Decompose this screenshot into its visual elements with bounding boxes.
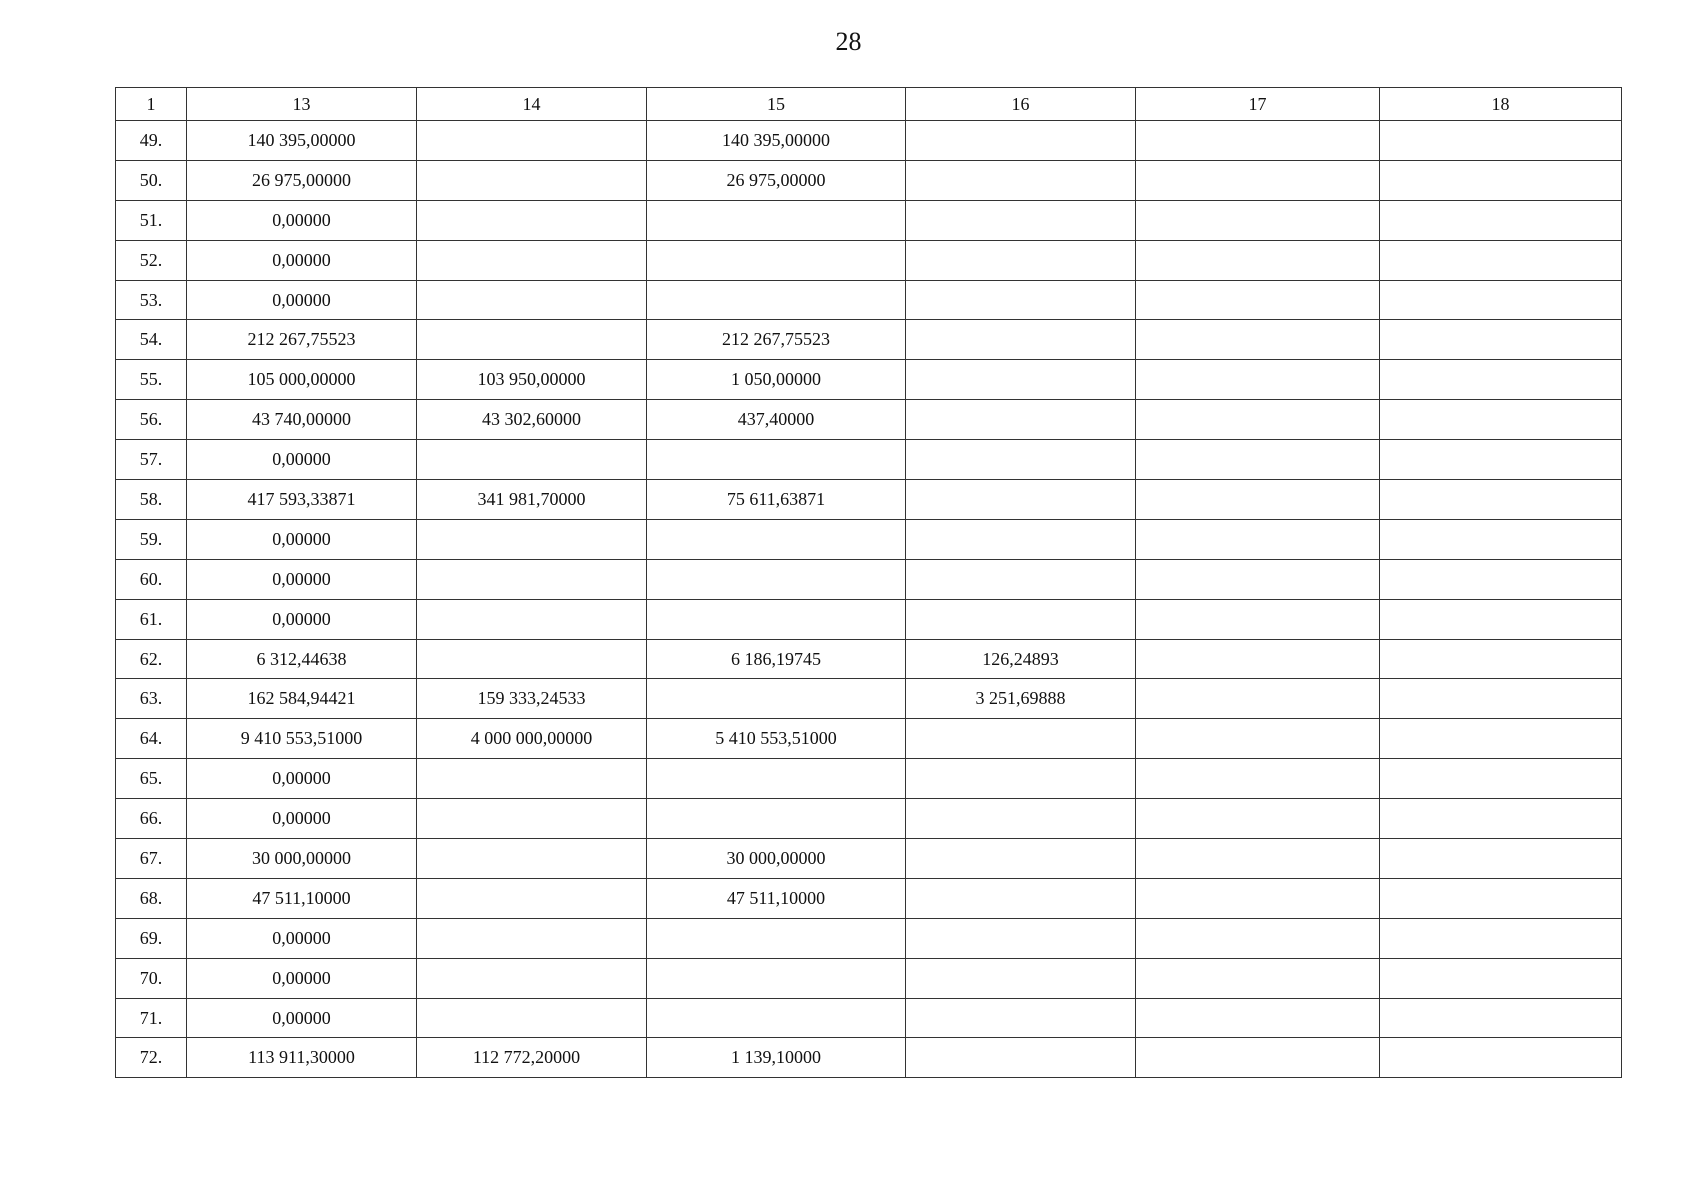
table-cell: [647, 599, 906, 639]
table-cell: [1136, 918, 1380, 958]
row-number-cell: 71.: [116, 998, 187, 1038]
column-header: 17: [1136, 88, 1380, 121]
table-cell: [1136, 280, 1380, 320]
table-row: [116, 280, 1622, 320]
table-cell: 0,00000: [187, 958, 417, 998]
table-row: [116, 759, 1622, 799]
table-cell: [1380, 121, 1622, 161]
table-cell: [1136, 719, 1380, 759]
table-cell: 43 302,60000: [417, 400, 647, 440]
table-cell: 26 975,00000: [187, 160, 417, 200]
table-cell: [647, 559, 906, 599]
table-cell: [647, 440, 906, 480]
row-number-cell: 52.: [116, 240, 187, 280]
table-cell: 75 611,63871: [647, 480, 906, 520]
table-cell: [1380, 200, 1622, 240]
table-cell: [906, 559, 1136, 599]
table-cell: [1136, 480, 1380, 520]
header-row: [116, 88, 1622, 121]
table-cell: [1136, 958, 1380, 998]
table-cell: [1380, 918, 1622, 958]
table-cell: [1380, 639, 1622, 679]
table-cell: [1380, 480, 1622, 520]
table-cell: 212 267,75523: [647, 320, 906, 360]
table-cell: 417 593,33871: [187, 480, 417, 520]
table-cell: 0,00000: [187, 998, 417, 1038]
table-cell: [906, 440, 1136, 480]
table-cell: [647, 799, 906, 839]
table-cell: [906, 998, 1136, 1038]
table-cell: [1136, 320, 1380, 360]
table-cell: [417, 200, 647, 240]
table-cell: [1136, 240, 1380, 280]
table-row: [116, 160, 1622, 200]
table-cell: [1136, 360, 1380, 400]
table-row: [116, 799, 1622, 839]
table-cell: [1136, 559, 1380, 599]
table-cell: [1380, 759, 1622, 799]
table-cell: [1380, 799, 1622, 839]
table-cell: [1380, 599, 1622, 639]
table-cell: 47 511,10000: [187, 878, 417, 918]
row-number-cell: 70.: [116, 958, 187, 998]
table-cell: 0,00000: [187, 759, 417, 799]
table-cell: 0,00000: [187, 799, 417, 839]
table-cell: [647, 679, 906, 719]
table-row: [116, 679, 1622, 719]
table-cell: [906, 799, 1136, 839]
table-cell: 47 511,10000: [647, 878, 906, 918]
table-cell: [906, 280, 1136, 320]
table-cell: [1380, 998, 1622, 1038]
table-row: [116, 121, 1622, 161]
table-row: [116, 958, 1622, 998]
row-number-cell: 63.: [116, 679, 187, 719]
table-cell: [1380, 1038, 1622, 1078]
column-header: 14: [417, 88, 647, 121]
table-cell: 159 333,24533: [417, 679, 647, 719]
row-number-cell: 56.: [116, 400, 187, 440]
table-row: [116, 1038, 1622, 1078]
table-cell: 0,00000: [187, 559, 417, 599]
table-row: [116, 719, 1622, 759]
table-cell: [906, 360, 1136, 400]
table-cell: [417, 998, 647, 1038]
table-cell: 140 395,00000: [647, 121, 906, 161]
table-cell: [1380, 958, 1622, 998]
table-cell: 0,00000: [187, 519, 417, 559]
table-cell: [1380, 839, 1622, 879]
row-number-cell: 64.: [116, 719, 187, 759]
table-cell: [906, 878, 1136, 918]
table-row: [116, 360, 1622, 400]
table-cell: [647, 280, 906, 320]
column-header: 18: [1380, 88, 1622, 121]
table-cell: [417, 519, 647, 559]
table-cell: [1136, 200, 1380, 240]
row-number-cell: 69.: [116, 918, 187, 958]
table-row: [116, 320, 1622, 360]
table-cell: [647, 240, 906, 280]
table-cell: 26 975,00000: [647, 160, 906, 200]
row-number-cell: 65.: [116, 759, 187, 799]
table-cell: [906, 918, 1136, 958]
table-cell: [417, 878, 647, 918]
table-cell: 0,00000: [187, 599, 417, 639]
table-cell: 43 740,00000: [187, 400, 417, 440]
table-cell: [417, 839, 647, 879]
table-cell: 3 251,69888: [906, 679, 1136, 719]
table-row: [116, 200, 1622, 240]
row-number-cell: 53.: [116, 280, 187, 320]
table-cell: 113 911,30000: [187, 1038, 417, 1078]
row-number-cell: 55.: [116, 360, 187, 400]
table-cell: 212 267,75523: [187, 320, 417, 360]
table-cell: [1136, 440, 1380, 480]
table-cell: 9 410 553,51000: [187, 719, 417, 759]
table-cell: [906, 1038, 1136, 1078]
table-cell: [1380, 719, 1622, 759]
table-cell: 140 395,00000: [187, 121, 417, 161]
table-cell: [1136, 599, 1380, 639]
column-header: 15: [647, 88, 906, 121]
table-cell: [417, 799, 647, 839]
table-cell: [1380, 240, 1622, 280]
column-header: 13: [187, 88, 417, 121]
table-cell: 162 584,94421: [187, 679, 417, 719]
table-cell: [647, 200, 906, 240]
row-number-cell: 61.: [116, 599, 187, 639]
table-cell: [906, 958, 1136, 998]
table-cell: [906, 121, 1136, 161]
table-cell: [1380, 679, 1622, 719]
table-cell: [1136, 839, 1380, 879]
table-row: [116, 639, 1622, 679]
table-cell: [417, 280, 647, 320]
row-number-cell: 62.: [116, 639, 187, 679]
table-cell: [647, 918, 906, 958]
table-cell: [1136, 679, 1380, 719]
table-row: [116, 480, 1622, 520]
table-cell: [1136, 1038, 1380, 1078]
table-cell: [1380, 320, 1622, 360]
table-row: [116, 559, 1622, 599]
table-cell: [1380, 519, 1622, 559]
table-cell: [906, 839, 1136, 879]
table-row: [116, 599, 1622, 639]
table-cell: [1380, 360, 1622, 400]
data-table: [115, 87, 1622, 1078]
table-cell: [1136, 639, 1380, 679]
table-cell: 4 000 000,00000: [417, 719, 647, 759]
table-cell: 5 410 553,51000: [647, 719, 906, 759]
page-number: 28: [835, 27, 862, 56]
table-cell: 0,00000: [187, 200, 417, 240]
table-cell: 0,00000: [187, 918, 417, 958]
table-cell: 0,00000: [187, 280, 417, 320]
table-cell: [417, 958, 647, 998]
table-cell: [906, 400, 1136, 440]
table-cell: [417, 599, 647, 639]
table-cell: 112 772,20000: [417, 1038, 647, 1078]
table-cell: 1 050,00000: [647, 360, 906, 400]
table-cell: [417, 559, 647, 599]
table-cell: 437,40000: [647, 400, 906, 440]
table-cell: [906, 599, 1136, 639]
table-cell: [1136, 400, 1380, 440]
table-cell: [1380, 878, 1622, 918]
table-cell: [1136, 121, 1380, 161]
table-cell: [647, 759, 906, 799]
table-row: [116, 440, 1622, 480]
table-cell: 30 000,00000: [647, 839, 906, 879]
table-cell: [906, 200, 1136, 240]
table-cell: [1380, 280, 1622, 320]
table-header: [116, 88, 1622, 121]
row-number-cell: 59.: [116, 519, 187, 559]
table-cell: [1136, 160, 1380, 200]
table-cell: 6 312,44638: [187, 639, 417, 679]
table-cell: [1136, 519, 1380, 559]
row-number-cell: 54.: [116, 320, 187, 360]
table-cell: [417, 918, 647, 958]
table-cell: 0,00000: [187, 240, 417, 280]
table-row: [116, 519, 1622, 559]
table-body: [116, 121, 1622, 1078]
table-cell: [906, 759, 1136, 799]
table-cell: 341 981,70000: [417, 480, 647, 520]
row-number-cell: 50.: [116, 160, 187, 200]
table-cell: [906, 240, 1136, 280]
table-cell: 105 000,00000: [187, 360, 417, 400]
table-cell: [1136, 799, 1380, 839]
table-row: [116, 400, 1622, 440]
column-header: 1: [116, 88, 187, 121]
table-row: [116, 240, 1622, 280]
table-row: [116, 918, 1622, 958]
table-row: [116, 878, 1622, 918]
table-cell: [647, 958, 906, 998]
table-cell: 6 186,19745: [647, 639, 906, 679]
table-row: [116, 998, 1622, 1038]
table-cell: [417, 639, 647, 679]
table-cell: [906, 320, 1136, 360]
table-cell: [417, 121, 647, 161]
table-cell: [647, 519, 906, 559]
row-number-cell: 67.: [116, 839, 187, 879]
table-cell: [417, 440, 647, 480]
table-cell: 126,24893: [906, 639, 1136, 679]
table-cell: [906, 480, 1136, 520]
table-cell: [417, 160, 647, 200]
row-number-cell: 49.: [116, 121, 187, 161]
row-number-cell: 68.: [116, 878, 187, 918]
table-cell: [417, 240, 647, 280]
row-number-cell: 60.: [116, 559, 187, 599]
table-cell: 103 950,00000: [417, 360, 647, 400]
table-cell: 1 139,10000: [647, 1038, 906, 1078]
table-cell: [417, 320, 647, 360]
table-cell: [906, 719, 1136, 759]
table-cell: [1136, 998, 1380, 1038]
row-number-cell: 51.: [116, 200, 187, 240]
table-cell: 30 000,00000: [187, 839, 417, 879]
column-header: 16: [906, 88, 1136, 121]
table-cell: [1136, 759, 1380, 799]
table-cell: [647, 998, 906, 1038]
table-row: [116, 839, 1622, 879]
table-cell: [906, 519, 1136, 559]
table-cell: [1380, 559, 1622, 599]
row-number-cell: 58.: [116, 480, 187, 520]
table-cell: [1136, 878, 1380, 918]
table-cell: [417, 759, 647, 799]
table-cell: [1380, 160, 1622, 200]
table-cell: [1380, 400, 1622, 440]
row-number-cell: 66.: [116, 799, 187, 839]
row-number-cell: 57.: [116, 440, 187, 480]
table-cell: [906, 160, 1136, 200]
table-cell: [1380, 440, 1622, 480]
table-cell: 0,00000: [187, 440, 417, 480]
row-number-cell: 72.: [116, 1038, 187, 1078]
